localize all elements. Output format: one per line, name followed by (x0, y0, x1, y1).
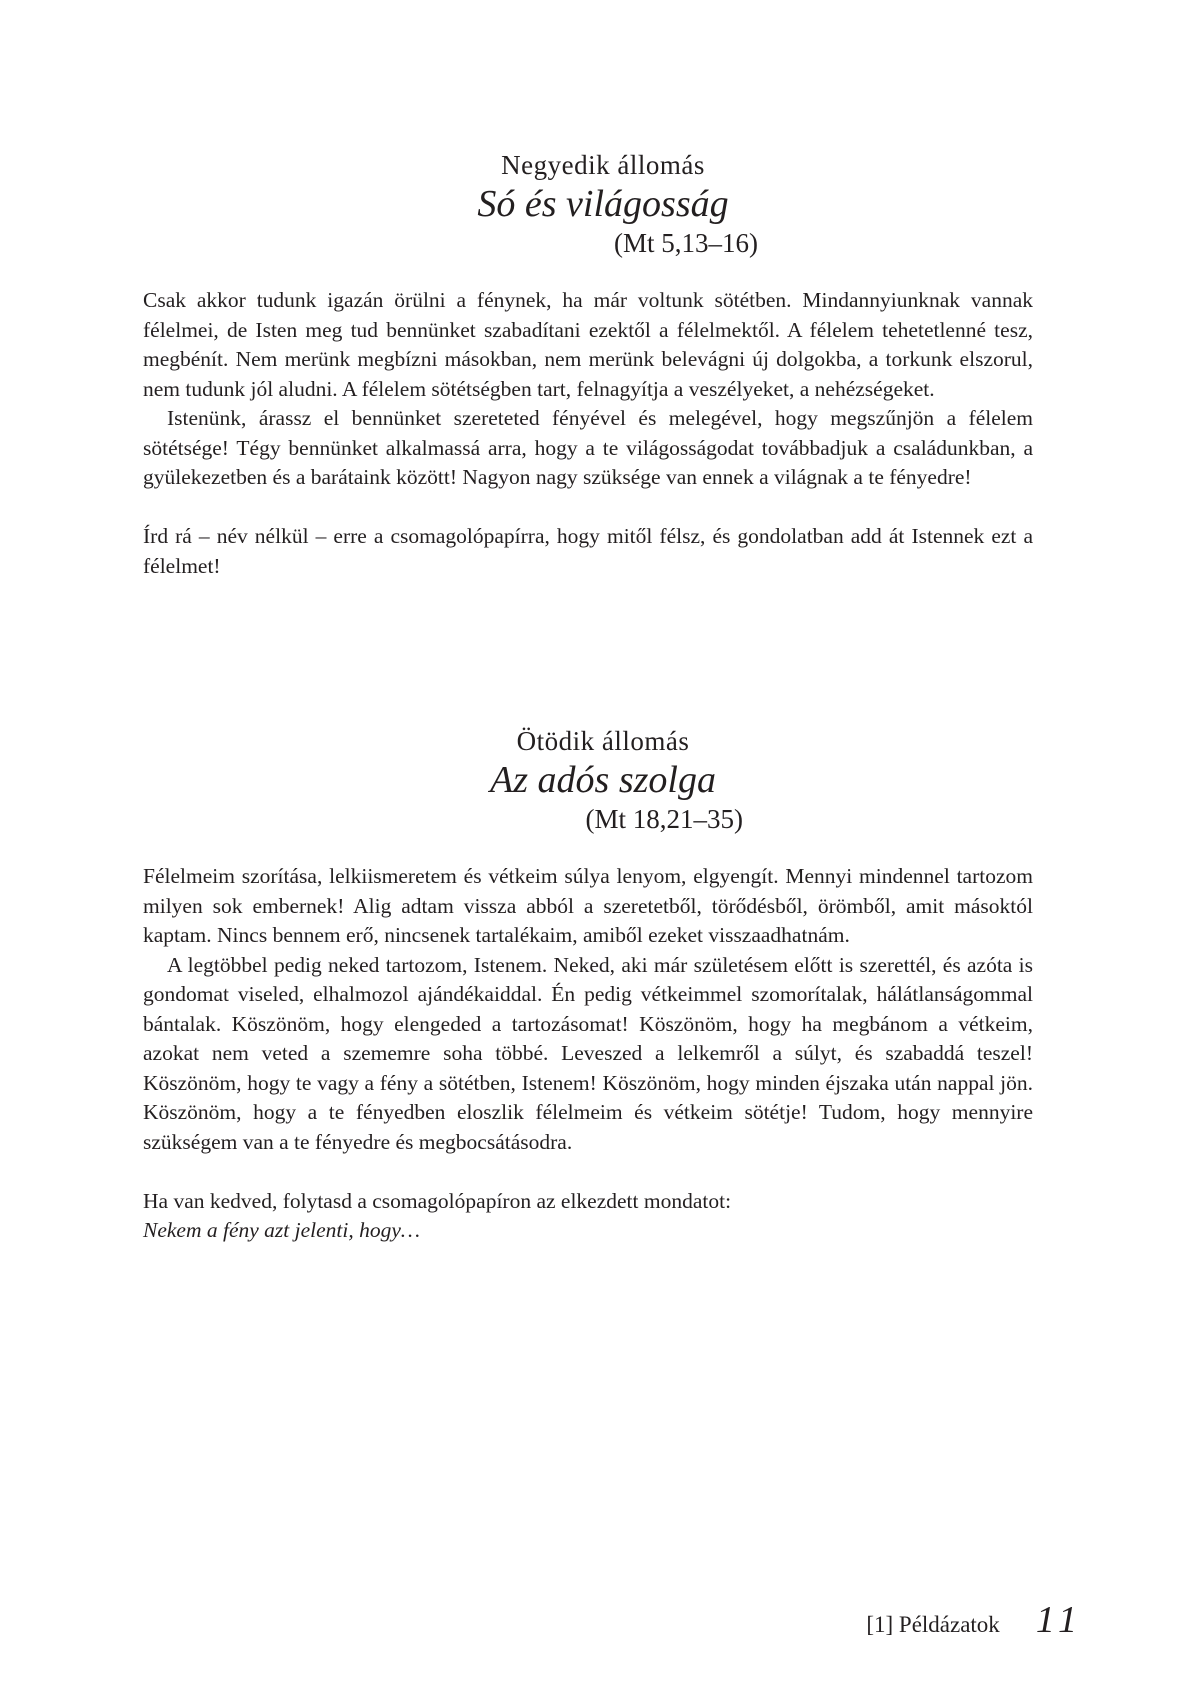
sentence-prompt: Nekem a fény azt jelenti, hogy… (143, 1218, 421, 1242)
station-body (143, 862, 1033, 1246)
station-number: Negyedik állomás (501, 150, 705, 180)
paragraph: Csak akkor tudunk igazán örülni a fénynek, ha már voltunk sötétben. Mindannyiunknak vannak félelmei, de Isten meg tud bennünket szabadítani ezektől a félelmektől. A félelem tehetetlenné tesz, megbénít. Nem merünk megbízni másokban, nem merünk belevágni új dolgokba, a torkunk elszorul, nem tudunk jól aludni. A félelem sötétségben tart, felnagyítja a veszélyeket, a nehézségeket. (143, 288, 1033, 401)
prayer-paragraph: Istenünk, árassz el bennünket szereteted fényével és melegével, hogy megszűnjön a félelem sötétsége! Tégy bennünket alkalmassá arra, hogy a te világosságodat továbbadjuk a családunkban, a gyülekezetben és a barátaink között! Nagyon nagy szüksége van ennek a világnak a te fényedre! (143, 406, 1033, 489)
station-body (143, 286, 1033, 581)
station-title: Az adós szolga (490, 759, 716, 801)
station-four (143, 148, 1033, 581)
bible-reference: (Mt 18,21–35) (585, 804, 743, 834)
prayer-paragraph: A legtöbbel pedig neked tartozom, Istenem. Neked, aki már születésem előtt is szerettél, és azóta is gondomat viseled, elhalmozol ajándékaiddal. Én pedig vétkeimmel szomorítalak, hálátlanságommal bántalak. Köszönöm, hogy elengeded a tartozásomat! Köszönöm, hogy ha megbánom a vétkeim, azokat nem veted a szememre soha többé. Leveszed a lelkemről a súlyt, és szabaddá teszel! Köszönöm, hogy te vagy a fény a sötétben, Istenem! Köszönöm, hogy minden éjszaka után nappal jön. Köszönöm, hogy a te fényedben eloszlik félelmeim és vétkeim sötétje! Tudom, hogy mennyire szükségem van a te fényedre és megbocsátásodra. (143, 952, 1033, 1154)
page-footer (866, 1598, 1083, 1642)
paragraph: Félelmeim szorítása, lelkiismeretem és vétkeim súlya lenyom, elgyengít. Mennyi mindennel tartozom milyen sok embernek! Alig adtam vissza abból a szeretetből, törődésből, örömből, amit másoktól kaptam. Nincs bennem erő, nincsenek tartalékaim, amiből ezeket visszaadhatnám. (143, 864, 1033, 947)
station-header (173, 724, 1033, 836)
station-five (143, 724, 1033, 1246)
station-header (173, 148, 1033, 260)
instruction-text: Ha van kedved, folytasd a csomagolópapíron az elkezdett mondatot: (143, 1188, 732, 1213)
bible-reference: (Mt 5,13–16) (614, 228, 758, 258)
section-label: [1] Példázatok (866, 1612, 1000, 1637)
page-number: 11 (1035, 1599, 1083, 1641)
instruction-text: Írd rá – név nélkül – erre a csomagolópapírra, hogy mitől félsz, és gondolatban add át Istennek ezt a félelmet! (143, 524, 1033, 578)
station-number: Ötödik állomás (516, 726, 690, 756)
station-title: Só és világosság (477, 183, 729, 225)
